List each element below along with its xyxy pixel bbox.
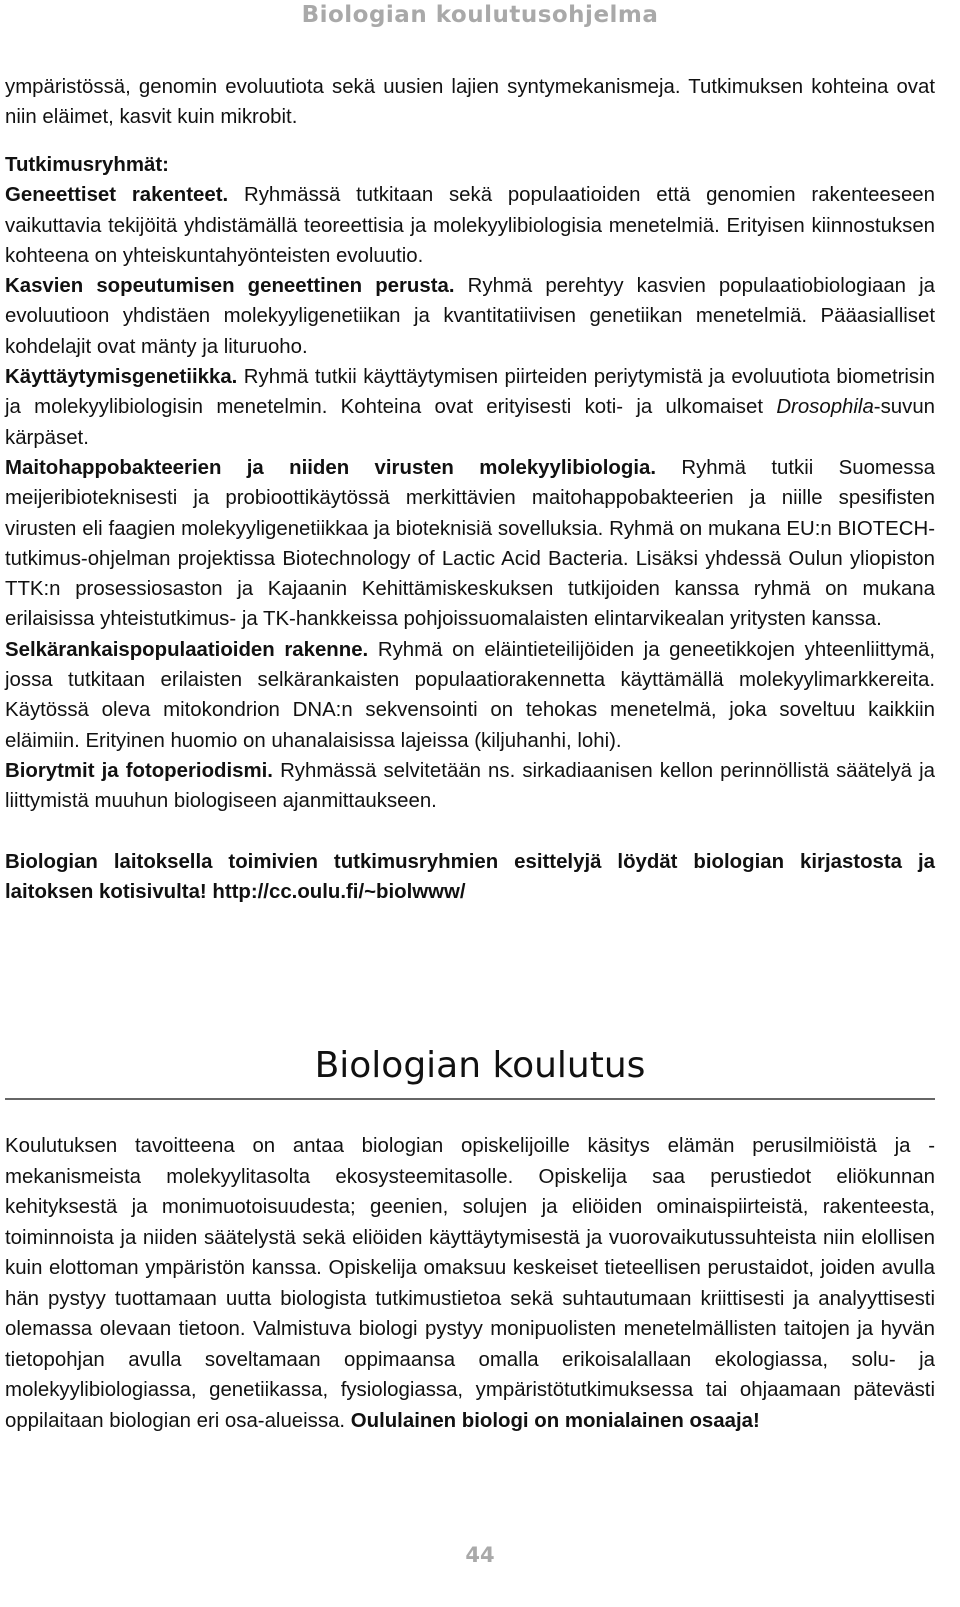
section-title: Biologian koulutus xyxy=(314,1045,646,1086)
group-name: Geneettiset rakenteet. xyxy=(5,184,229,207)
page-number: 44 xyxy=(465,1543,495,1567)
section-divider xyxy=(5,1098,935,1100)
group-genetic-structures xyxy=(5,180,935,271)
group-lactic-acid-bacteria xyxy=(5,453,935,635)
running-header: Biologian koulutusohjelma xyxy=(301,2,659,28)
group-description: Ryhmä tutkii käyttäytymisen piirteiden periytymistä ja evoluutiota biometrisin ja molekyylibiologisin menetelmin. Kohteina ovat erityisesti koti- ja ulkomaiset xyxy=(5,366,935,419)
intro-paragraph xyxy=(5,72,935,133)
group-name: Maitohappobakteerien ja niiden virusten molekyylibiologia. xyxy=(5,456,657,479)
group-species-italic: Drosophila xyxy=(776,396,874,419)
group-description: Ryhmä perehtyy kasvien populaatiobiologiaan ja evoluutioon yhdistäen molekyyligenetiikan ja kvantitatiivisen genetiikan menetelmiä. Pääasialliset kohdelajit ovat mänty ja lituruoho. xyxy=(5,275,935,358)
research-groups-heading: Tutkimusryhmät: xyxy=(5,154,169,176)
group-name: Käyttäytymisgenetiikka. xyxy=(5,366,238,389)
section-body-text: Koulutuksen tavoitteena on antaa biologian opiskelijoille käsitys elämän perusilmiöistä ja -mekanismeista molekyylitasolta ekosysteemitasolle. Opiskelija saa perustiedot eliökunnan kehityksestä ja monimuotoisuudesta; geenien, solujen ja eliöiden ominaispiirteistä, rakenteesta, toiminnoista ja niiden säätelystä sekä eliöiden käyttäytymisestä ja vuorovaikutussuhteista niin elollisen kuin elottoman ympäristön kanssa. Opiskelija omaksuu keskeiset tieteellisen perustaidot, joiden avulla hän pystyy tuottamaan uutta biologista tutkimustietoa sekä suhtautumaan kriittisesti ja analyyttisesti olemassa olevaan tietoon. Valmistuva biologi pystyy monipuolisten menetelmällisten taitojen ja hyvän tietopohjan avulla soveltamaan oppimaansa omalla erikoisalallaan ekologiassa, solu- ja molekyylibiologiassa, genetiikassa, fysiologiassa, ympäristötutkimuksessa tai ohjaamaan pätevästi oppilaitaan biologian eri osa-alueissa. xyxy=(5,1135,935,1432)
group-behavioural-genetics xyxy=(5,362,935,453)
research-groups-footer-note: Biologian laitoksella toimivien tutkimusryhmien esittelyjä löydät biologian kirjastosta ja laitoksen kotisivulta! http://cc.oulu.fi/~biolwww/ xyxy=(5,850,935,903)
section-closing-text: Oululainen biologi on monialainen osaaja! xyxy=(350,1409,760,1432)
group-description: Ryhmä on eläintieteilijöiden ja geneetikkojen yhteenliittymä, jossa tutkitaan erilaisten selkärankaisten populaatiorakennetta käyttämällä molekyylimarkkereita. Käytössä oleva mitokondrion DNA:n sekvensointi on tehokas menetelmä, joka soveltuu kaikkiin eläimiin. Erityinen huomio on uhanalaisissa lajeissa (kiljuhanhi, lohi). xyxy=(5,638,935,752)
intro-text: ympäristössä, genomin evoluutiota sekä uusien lajien syntymekanismeja. Tutkimuksen kohteina ovat niin eläimet, kasvit kuin mikrobit. xyxy=(5,76,935,129)
group-description: Ryhmässä tutkitaan sekä populaatioiden että genomien rakenteeseen vaikuttavia tekijöitä yhdistämällä teoreettisia ja molekyylibiologisia menetelmiä. Erityisen kiinnostuksen kohteena on yhteiskuntahyönteisten evoluutio. xyxy=(5,184,935,267)
section-body xyxy=(5,1131,935,1436)
group-description-end: -suvun kärpäset. xyxy=(5,396,935,449)
group-name: Selkärankaispopulaatioiden rakenne. xyxy=(5,638,369,661)
group-name: Kasvien sopeutumisen geneettinen perusta. xyxy=(5,275,455,298)
group-name: Biorytmit ja fotoperiodismi. xyxy=(5,759,273,782)
section-paragraph xyxy=(5,1131,935,1436)
group-biorhythms xyxy=(5,756,935,817)
group-vertebrate-populations xyxy=(5,635,935,756)
group-description: Ryhmässä selvitetään ns. sirkadiaanisen kellon perinnöllistä säätelyä ja liittymistä muuhun biologiseen ajanmittaukseen. xyxy=(5,759,935,813)
group-description: Ryhmä tutkii Suomessa meijeribioteknisesti ja probioottikäytössä merkittävien maitohappobakteerien ja niille spesifisten virusten eli faagien molekyyligenetiikkaa ja bioteknisiä sovelluksia. Ryhmä on mukana EU:n BIOTECH-tutkimus-ohjelman projektissa Biotechnology of Lactic Acid Bacteria. Lisäksi yhdessä Oulun yliopiston TTK:n prosessiosaston ja Kajaanin Kehittämiskeskuksen tutkijoiden kanssa ryhmä on mukana erilaisissa yhteistutkimus- ja TK-hankkeissa pohjoissuomalaisten elintarvikealan yritysten kanssa. xyxy=(5,456,935,631)
research-groups-section xyxy=(5,150,935,907)
paragraph-spacer xyxy=(5,817,935,847)
group-plant-adaptation xyxy=(5,271,935,362)
